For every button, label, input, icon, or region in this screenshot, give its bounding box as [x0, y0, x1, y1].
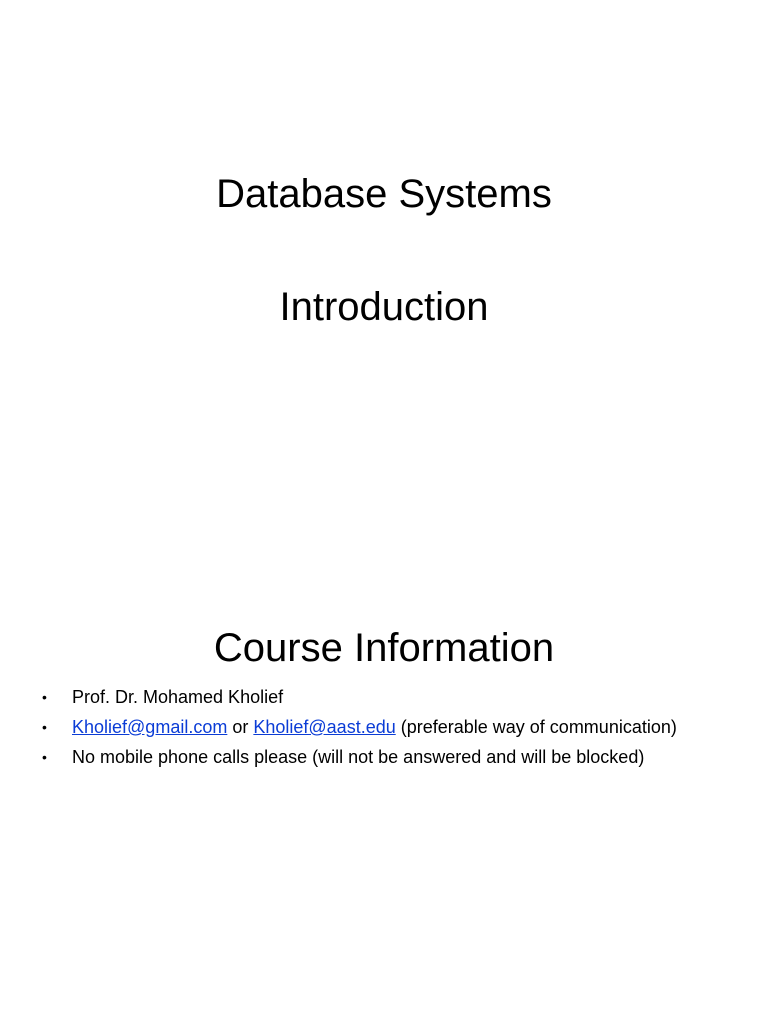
phone-policy-text: No mobile phone calls please (will not be answered and will be blocked) [72, 747, 645, 767]
slide-title-line-2: Introduction [279, 285, 489, 329]
bullet-icon: • [42, 749, 47, 765]
list-item-professor [40, 682, 750, 712]
slide-course-information [0, 512, 768, 1024]
communication-note: (preferable way of communication) [395, 717, 677, 737]
email-connector: or [227, 717, 254, 737]
bullet-icon: • [42, 719, 47, 735]
email-link-gmail[interactable]: Kholief@gmail.com [72, 717, 228, 737]
professor-name: Prof. Dr. Mohamed Kholief [72, 687, 284, 707]
list-item-contact [40, 712, 750, 742]
list-item-phone-policy [40, 742, 750, 772]
slide-title-line-1: Database Systems [216, 172, 552, 216]
bullet-icon: • [42, 689, 47, 705]
course-info-list [40, 682, 750, 772]
email-link-aast[interactable]: Kholief@aast.edu [253, 717, 396, 737]
course-information-heading: Course Information [213, 626, 555, 670]
